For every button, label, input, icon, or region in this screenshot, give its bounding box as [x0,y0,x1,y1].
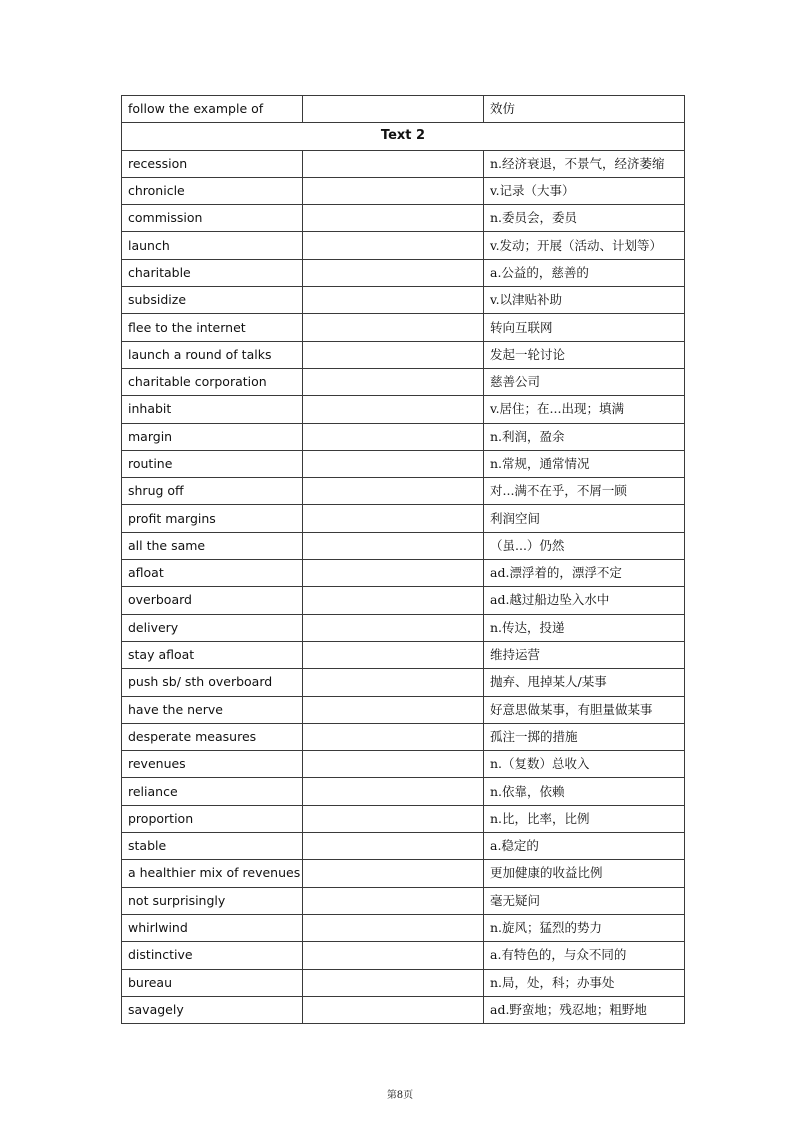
table-row [122,341,685,368]
blank-answer-cell [303,996,484,1023]
english-term-cell: launch a round of talks [122,341,303,368]
chinese-meaning-cell: 抛弃、甩掉某人/某事 [484,669,685,696]
vocabulary-table [121,95,685,1024]
table-row [122,996,685,1023]
blank-answer-cell [303,423,484,450]
chinese-meaning-cell: n.旋风；猛烈的势力 [484,914,685,941]
blank-answer-cell [303,314,484,341]
chinese-meaning-cell: 更加健康的收益比例 [484,860,685,887]
section-header-row [122,123,685,150]
chinese-meaning-cell: n.传达，投递 [484,614,685,641]
table-row [122,423,685,450]
table-row [122,696,685,723]
chinese-meaning-cell: 发起一轮讨论 [484,341,685,368]
blank-answer-cell [303,478,484,505]
english-term-cell: savagely [122,996,303,1023]
english-term-cell: stay afloat [122,641,303,668]
blank-answer-cell [303,587,484,614]
english-term-cell: desperate measures [122,723,303,750]
blank-answer-cell [303,669,484,696]
blank-answer-cell [303,341,484,368]
chinese-meaning-cell: a.有特色的，与众不同的 [484,942,685,969]
blank-answer-cell [303,259,484,286]
blank-answer-cell [303,805,484,832]
english-term-cell: push sb/ sth overboard [122,669,303,696]
blank-answer-cell [303,96,484,123]
table-row [122,532,685,559]
table-row [122,587,685,614]
table-row [122,450,685,477]
english-term-cell: not surprisingly [122,887,303,914]
chinese-meaning-cell: a.稳定的 [484,833,685,860]
chinese-meaning-cell: 维持运营 [484,641,685,668]
table-row [122,150,685,177]
table-row [122,805,685,832]
blank-answer-cell [303,177,484,204]
chinese-meaning-cell: n.依靠，依赖 [484,778,685,805]
table-row [122,232,685,259]
table-row [122,287,685,314]
table-row [122,96,685,123]
blank-answer-cell [303,833,484,860]
table-row [122,778,685,805]
chinese-meaning-cell: （虽...）仍然 [484,532,685,559]
table-row [122,860,685,887]
blank-answer-cell [303,751,484,778]
chinese-meaning-cell: 转向互联网 [484,314,685,341]
english-term-cell: revenues [122,751,303,778]
english-term-cell: routine [122,450,303,477]
chinese-meaning-cell: 慈善公司 [484,368,685,395]
english-term-cell: afloat [122,560,303,587]
english-term-cell: subsidize [122,287,303,314]
blank-answer-cell [303,232,484,259]
blank-answer-cell [303,150,484,177]
blank-answer-cell [303,505,484,532]
english-term-cell: all the same [122,532,303,559]
blank-answer-cell [303,396,484,423]
chinese-meaning-cell: ad.漂浮着的，漂浮不定 [484,560,685,587]
table-row [122,641,685,668]
english-term-cell: profit margins [122,505,303,532]
blank-answer-cell [303,287,484,314]
chinese-meaning-cell: 效仿 [484,96,685,123]
english-term-cell: launch [122,232,303,259]
chinese-meaning-cell: n.委员会，委员 [484,205,685,232]
table-row [122,505,685,532]
chinese-meaning-cell: n.常规，通常情况 [484,450,685,477]
table-row [122,887,685,914]
table-row [122,969,685,996]
chinese-meaning-cell: ad.越过船边坠入水中 [484,587,685,614]
table-row [122,833,685,860]
chinese-meaning-cell: n.经济衰退，不景气，经济萎缩 [484,150,685,177]
table-row [122,259,685,286]
english-term-cell: flee to the internet [122,314,303,341]
vocabulary-table-body [122,96,685,1024]
blank-answer-cell [303,368,484,395]
blank-answer-cell [303,914,484,941]
blank-answer-cell [303,614,484,641]
blank-answer-cell [303,942,484,969]
english-term-cell: follow the example of [122,96,303,123]
table-row [122,560,685,587]
table-row [122,614,685,641]
chinese-meaning-cell: 利润空间 [484,505,685,532]
english-term-cell: commission [122,205,303,232]
blank-answer-cell [303,723,484,750]
chinese-meaning-cell: a.公益的，慈善的 [484,259,685,286]
english-term-cell: distinctive [122,942,303,969]
chinese-meaning-cell: n.（复数）总收入 [484,751,685,778]
table-row [122,368,685,395]
english-term-cell: have the nerve [122,696,303,723]
blank-answer-cell [303,450,484,477]
table-row [122,177,685,204]
english-term-cell: charitable [122,259,303,286]
chinese-meaning-cell: ad.野蛮地；残忍地；粗野地 [484,996,685,1023]
english-term-cell: proportion [122,805,303,832]
chinese-meaning-cell: n.利润，盈余 [484,423,685,450]
english-term-cell: chronicle [122,177,303,204]
chinese-meaning-cell: v.居住；在...出现；填满 [484,396,685,423]
table-row [122,478,685,505]
english-term-cell: recession [122,150,303,177]
blank-answer-cell [303,560,484,587]
chinese-meaning-cell: n.局，处，科；办事处 [484,969,685,996]
chinese-meaning-cell: 好意思做某事，有胆量做某事 [484,696,685,723]
table-row [122,669,685,696]
blank-answer-cell [303,969,484,996]
english-term-cell: shrug off [122,478,303,505]
chinese-meaning-cell: n.比，比率，比例 [484,805,685,832]
blank-answer-cell [303,205,484,232]
english-term-cell: reliance [122,778,303,805]
table-row [122,914,685,941]
english-term-cell: charitable corporation [122,368,303,395]
table-row [122,751,685,778]
table-row [122,396,685,423]
table-row [122,205,685,232]
blank-answer-cell [303,641,484,668]
english-term-cell: a healthier mix of revenues [122,860,303,887]
chinese-meaning-cell: 对...满不在乎，不屑一顾 [484,478,685,505]
english-term-cell: delivery [122,614,303,641]
chinese-meaning-cell: v.记录（大事） [484,177,685,204]
section-title: Text 2 [122,123,685,150]
english-term-cell: stable [122,833,303,860]
english-term-cell: whirlwind [122,914,303,941]
blank-answer-cell [303,696,484,723]
table-row [122,723,685,750]
english-term-cell: inhabit [122,396,303,423]
chinese-meaning-cell: 毫无疑问 [484,887,685,914]
english-term-cell: margin [122,423,303,450]
table-row [122,942,685,969]
chinese-meaning-cell: v.发动；开展（活动、计划等） [484,232,685,259]
table-row [122,314,685,341]
blank-answer-cell [303,860,484,887]
page-number: 第8页 [386,1090,414,1101]
english-term-cell: overboard [122,587,303,614]
blank-answer-cell [303,887,484,914]
chinese-meaning-cell: v.以津贴补助 [484,287,685,314]
chinese-meaning-cell: 孤注一掷的措施 [484,723,685,750]
english-term-cell: bureau [122,969,303,996]
blank-answer-cell [303,778,484,805]
blank-answer-cell [303,532,484,559]
